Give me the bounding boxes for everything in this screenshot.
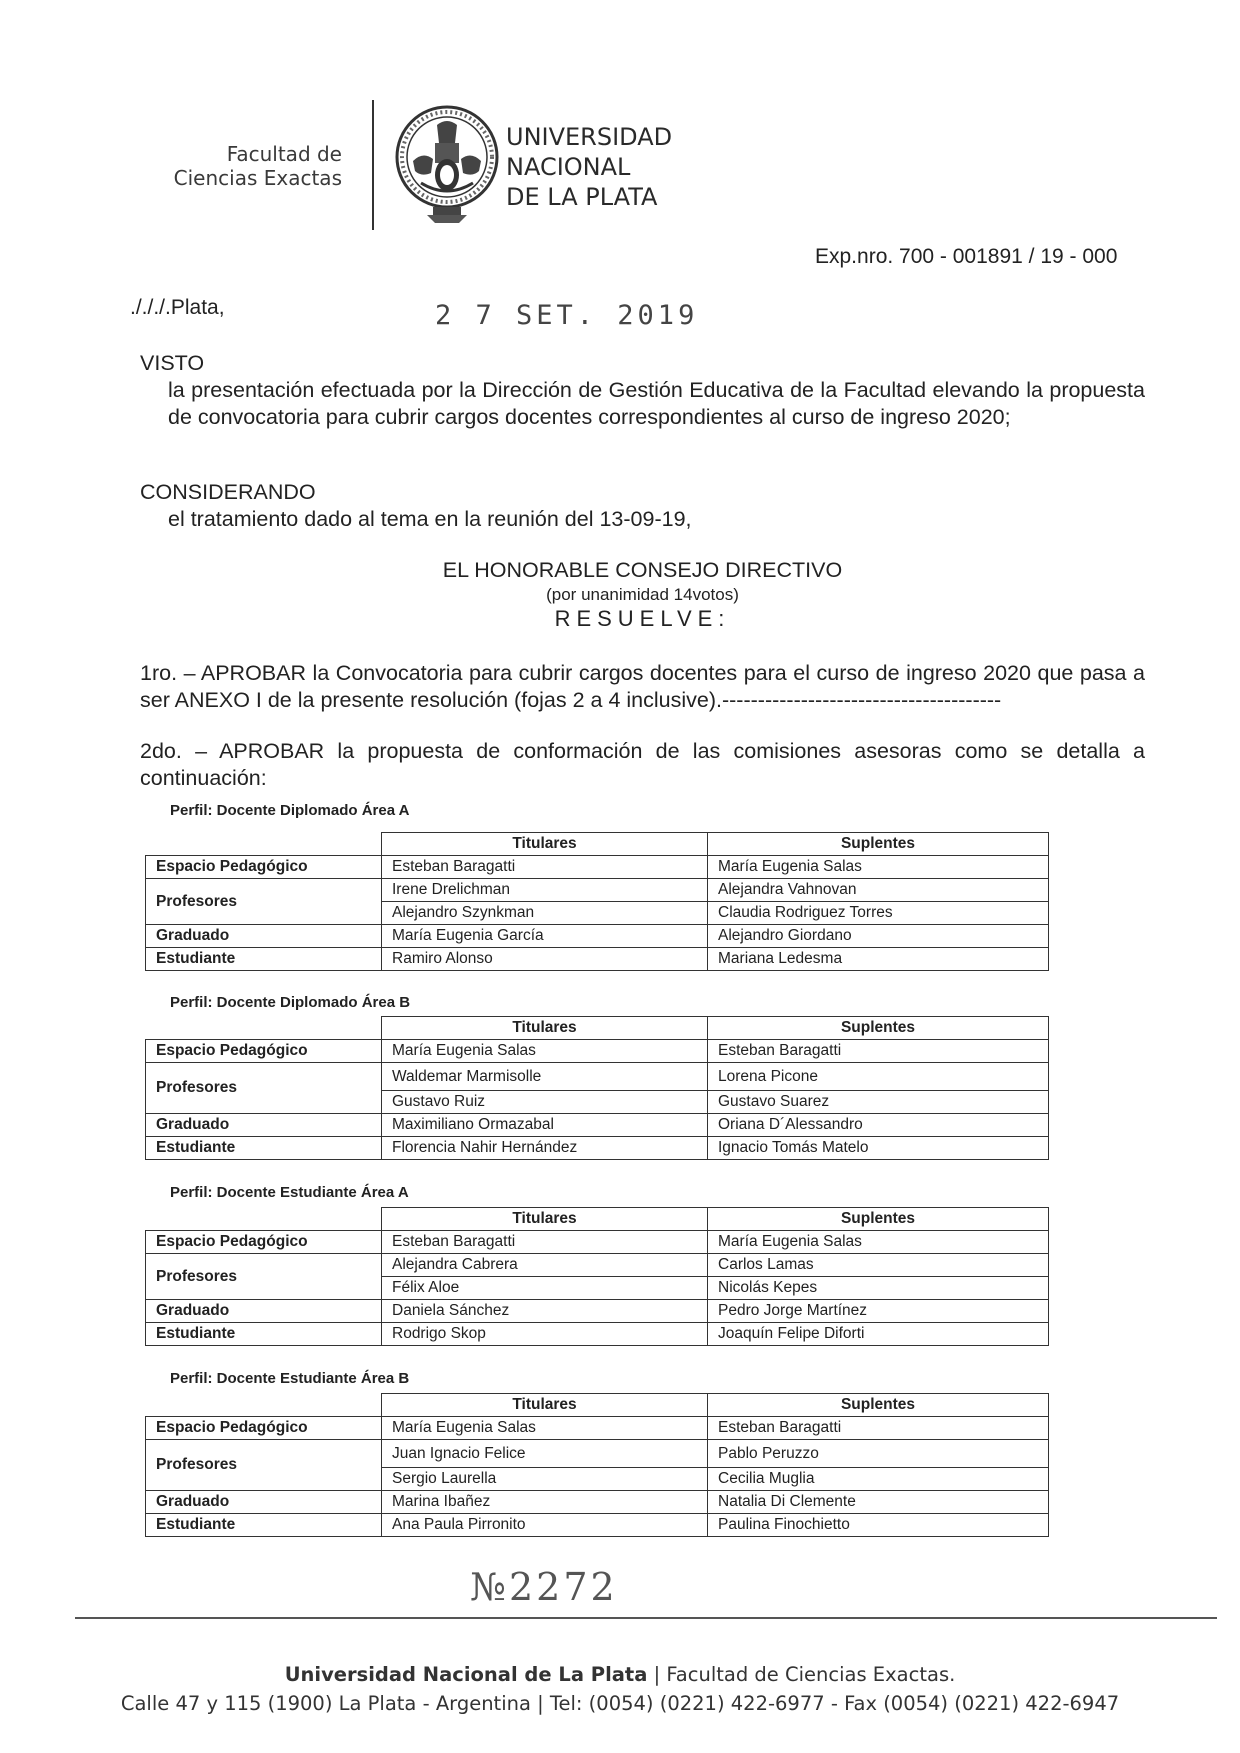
table-cell: Alejandra Vahnovan [708,879,1049,902]
expediente-number: Exp.nro. 700 - 001891 / 19 - 000 [815,245,1118,268]
table-cell: Estudiante [146,1137,382,1160]
footer-faculty: | Facultad de Ciencias Exactas. [647,1663,956,1686]
table-cell: Irene Drelichman [382,879,708,902]
table-cell: Titulares [382,1017,708,1040]
table-cell: María Eugenia Salas [708,856,1049,879]
university-line-3: DE LA PLATA [506,183,658,211]
table-cell: Félix Aloe [382,1277,708,1300]
table-cell: Florencia Nahir Hernández [382,1137,708,1160]
table-cell: Espacio Pedagógico [146,1417,382,1440]
table-cell: Joaquín Felipe Diforti [708,1323,1049,1346]
table-cell: Esteban Baragatti [382,856,708,879]
table-cell: Esteban Baragatti [708,1417,1049,1440]
considerando-paragraph: el tratamiento dado al tema en la reunión del 13-09-19, [168,507,692,531]
table-row [146,925,1049,948]
footer-university: Universidad Nacional de La Plata [284,1663,648,1686]
table-cell: Estudiante [146,1514,382,1537]
table-row [146,856,1049,879]
visto-text [140,377,1145,431]
article-1: 1ro. – APROBAR la Convocatoria para cubrir cargos docentes para el curso de ingreso 2020 que pasa a ser ANEXO I de la presente resolución (fojas 2 a 4 inclusive).--------------------------------------- [140,661,1145,712]
table-cell: Mariana Ledesma [708,948,1049,971]
resuelve-heading: RESUELVE: [554,606,731,631]
table-cell: Profesores [146,1440,382,1491]
table-cell: Estudiante [146,948,382,971]
table-header-row [146,1394,1049,1417]
table-cell: Oriana D´Alessandro [708,1114,1049,1137]
table-cell [146,1017,382,1040]
table-cell: Rodrigo Skop [382,1323,708,1346]
table-cell: Ramiro Alonso [382,948,708,971]
council-heading: EL HONORABLE CONSEJO DIRECTIVO [442,558,843,582]
table-cell: Titulares [382,833,708,856]
faculty-line-2: Ciencias Exactas [173,166,342,190]
commission-table [145,832,1049,971]
header-divider [372,100,374,230]
table-header-row [146,1017,1049,1040]
table-cell: María Eugenia García [382,925,708,948]
table-cell: Esteban Baragatti [382,1231,708,1254]
table-cell: Alejandro Szynkman [382,902,708,925]
table-cell: Lorena Picone [708,1063,1049,1091]
university-seal-icon [393,103,501,227]
table-row [146,1323,1049,1346]
table-cell: Espacio Pedagógico [146,856,382,879]
table-cell: Alejandra Cabrera [382,1254,708,1277]
table-cell: Paulina Finochietto [708,1514,1049,1537]
table-cell: María Eugenia Salas [708,1231,1049,1254]
table-cell: Suplentes [708,1017,1049,1040]
footer [0,1660,1240,1718]
table-cell: Claudia Rodriguez Torres [708,902,1049,925]
table-cell: Graduado [146,1491,382,1514]
table-cell: Estudiante [146,1323,382,1346]
table-row [146,1300,1049,1323]
table-cell: Profesores [146,1063,382,1114]
table-cell: Carlos Lamas [708,1254,1049,1277]
table-cell: Profesores [146,1254,382,1300]
letterhead [140,100,700,235]
table-cell: Daniela Sánchez [382,1300,708,1323]
table-header-row [146,833,1049,856]
table-cell: Espacio Pedagógico [146,1231,382,1254]
table-row [146,1514,1049,1537]
table-cell: Suplentes [708,1208,1049,1231]
table-cell: Marina Ibañez [382,1491,708,1514]
place-label: ./././.Plata, [130,296,225,319]
commission-table [145,1393,1049,1537]
table-cell: Ignacio Tomás Matelo [708,1137,1049,1160]
table-row [146,1063,1049,1091]
article-2: 2do. – APROBAR la propuesta de conformación de las comisiones asesoras como se detalla a continuación: [140,739,1145,790]
table-row [146,1254,1049,1277]
profile-title: Perfil: Docente Estudiante Área B [170,1370,410,1387]
table-row [146,1491,1049,1514]
table-cell: Juan Ignacio Felice [382,1440,708,1468]
table-cell: Suplentes [708,1394,1049,1417]
faculty-name [140,142,342,190]
table-cell: Profesores [146,879,382,925]
considerando-heading: CONSIDERANDO [140,480,316,504]
commission-table [145,1016,1049,1160]
profile-title: Perfil: Docente Diplomado Área B [170,994,411,1011]
table-cell: Graduado [146,1114,382,1137]
visto-heading: VISTO [140,351,205,375]
table-cell: Alejandro Giordano [708,925,1049,948]
table-row [146,1114,1049,1137]
table-cell: María Eugenia Salas [382,1040,708,1063]
table-cell: Espacio Pedagógico [146,1040,382,1063]
table-cell: Ana Paula Pirronito [382,1514,708,1537]
commission-table [145,1207,1049,1346]
table-cell: Gustavo Suarez [708,1091,1049,1114]
footer-line-1 [0,1660,1240,1689]
table-cell: Sergio Laurella [382,1468,708,1491]
table-row [146,1440,1049,1468]
visto-paragraph: la presentación efectuada por la Dirección de Gestión Educativa de la Facultad elevando la propuesta de convocatoria para cubrir cargos docentes correspondientes al curso de ingreso 2020; [168,378,1145,429]
table-cell: Gustavo Ruiz [382,1091,708,1114]
table-cell [146,1394,382,1417]
table-cell: Titulares [382,1208,708,1231]
faculty-line-1: Facultad de [226,142,342,166]
table-cell: Titulares [382,1394,708,1417]
date-stamp: 2 7 SET. 2019 [435,300,699,331]
table-cell: Natalia Di Clemente [708,1491,1049,1514]
table-cell: Maximiliano Ormazabal [382,1114,708,1137]
table-cell: Esteban Baragatti [708,1040,1049,1063]
table-cell: Pedro Jorge Martínez [708,1300,1049,1323]
profile-title: Perfil: Docente Diplomado Área A [170,802,410,819]
table-row [146,1137,1049,1160]
table-cell: Suplentes [708,833,1049,856]
university-line-1: UNIVERSIDAD [506,123,673,151]
resolution-number-stamp: №2272 [470,1565,618,1609]
table-row [146,1231,1049,1254]
table-row [146,1040,1049,1063]
footer-divider [75,1617,1217,1619]
table-cell: Graduado [146,925,382,948]
university-line-2: NACIONAL [506,153,631,181]
table-cell: Cecilia Muglia [708,1468,1049,1491]
table-cell: Graduado [146,1300,382,1323]
table-row [146,948,1049,971]
table-cell: Nicolás Kepes [708,1277,1049,1300]
university-name [506,122,672,212]
table-cell [146,833,382,856]
table-cell [146,1208,382,1231]
table-cell: Pablo Peruzzo [708,1440,1049,1468]
table-row [146,879,1049,902]
table-row [146,1417,1049,1440]
table-header-row [146,1208,1049,1231]
table-cell: Waldemar Marmisolle [382,1063,708,1091]
profile-title: Perfil: Docente Estudiante Área A [170,1184,409,1201]
table-cell: María Eugenia Salas [382,1417,708,1440]
footer-line-2: Calle 47 y 115 (1900) La Plata - Argentina | Tel: (0054) (0221) 422-6977 - Fax (0054) (0221) 422-6947 [120,1692,1120,1715]
votes-note: (por unanimidad 14votos) [546,585,739,604]
